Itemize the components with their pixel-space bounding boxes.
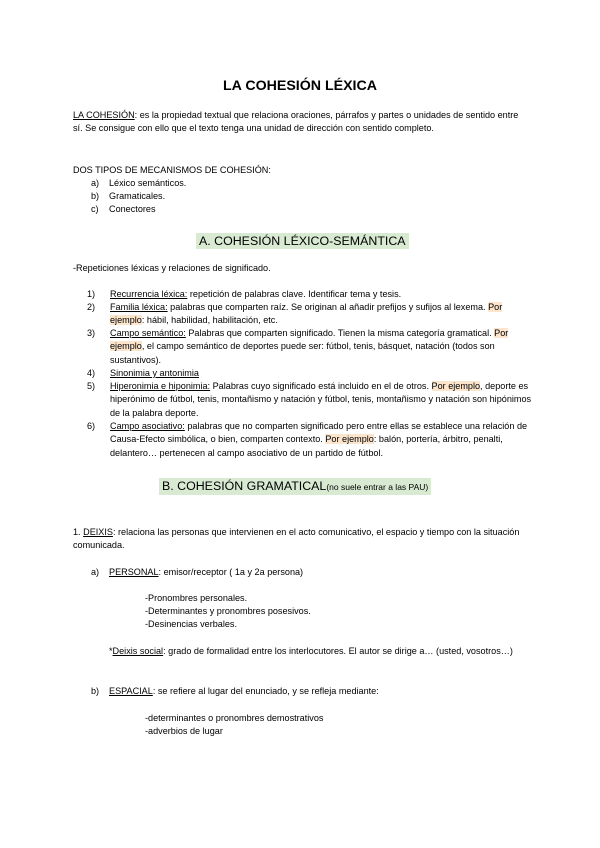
mechanism-marker: b) [91, 191, 100, 201]
deixis-social-note [109, 645, 519, 658]
deixis-term: DEIXIS [83, 527, 113, 537]
list-item [87, 288, 537, 301]
espacial-marker: b) [91, 686, 100, 696]
note-prefix: * [109, 646, 113, 656]
mechanism-text: Léxico semánticos. [109, 178, 187, 188]
item-text: Palabras que comparten significado. Tienen la misma categoría gramatical. [185, 328, 495, 338]
personal-list-item: -Desinencias verbales. [145, 619, 237, 629]
espacial-list-item: -determinantes o pronombres demostrativos [145, 713, 324, 723]
mechanism-marker: c) [91, 204, 99, 214]
deixis-number: 1. [73, 527, 84, 537]
section-b-title: B. COHESIÓN GRAMATICAL [162, 479, 327, 493]
list-item [87, 367, 537, 380]
espacial-text: : se refiere al lugar del enunciado, y se refleja mediante: [152, 686, 379, 696]
item-text: Palabras cuyo significado está incluido en el de otros. [210, 381, 432, 391]
section-b-note: (no suele entrar a las PAU) [326, 482, 429, 492]
list-item [87, 301, 537, 328]
item-marker: 6) [87, 421, 96, 431]
item-term: Familia léxica: [110, 302, 168, 312]
mechanism-item [91, 190, 166, 203]
personal-marker: a) [91, 567, 100, 577]
item-marker: 4) [87, 368, 96, 378]
example-highlight: Por ejemplo [431, 381, 481, 391]
deixis-text: : relaciona las personas que intervienen en el acto comunicativo, el espacio y tiempo con la situación comunicada. [73, 527, 520, 551]
item-text: palabras que comparten raíz. Se originan al añadir prefijos y sufijos al lexema. [167, 302, 489, 312]
item-text-after: , el campo semántico de deportes puede ser: fútbol, tenis, básquet, natación (todos son sustantivos). [110, 341, 495, 365]
example-highlight: Por ejemplo [110, 302, 503, 326]
item-text-after: : balón, portería, árbitro, penalti, delantero… pertenecen al campo asociativo de un partido de fútbol. [110, 434, 503, 458]
item-marker: 1) [87, 289, 96, 299]
item-term: Campo asociativo: [110, 421, 185, 431]
intro-text: : es la propiedad textual que relaciona oraciones, párrafos y partes o unidades de sentido entre sí. Se consigue con ello que el texto tenga una unidad de dirección con sentido completo. [73, 110, 519, 134]
note-text: : grado de formalidad entre los interlocutores. El autor se dirige a… (usted, vosotros…) [163, 646, 513, 656]
personal-list-item: -Pronombres personales. [145, 593, 248, 603]
mechanism-text: Gramaticales. [109, 191, 166, 201]
personal-term: PERSONAL [109, 567, 159, 577]
page-title: LA COHESIÓN LÉXICA [223, 78, 377, 94]
mechanism-marker: a) [91, 178, 100, 188]
list-item [87, 327, 537, 367]
item-marker: 3) [87, 328, 96, 338]
mechanism-text: Conectores [109, 204, 156, 214]
note-term: Deixis social [112, 646, 164, 656]
example-highlight: Por ejemplo [325, 434, 374, 445]
item-marker: 2) [87, 302, 96, 312]
espacial-item [91, 685, 511, 698]
mechanism-item [91, 177, 187, 190]
espacial-term: ESPACIAL [109, 686, 153, 696]
item-term: Sinonimia y antonimia [110, 368, 199, 378]
item-marker: 5) [87, 381, 96, 391]
section-b-heading [159, 478, 431, 495]
mechanism-item [91, 203, 156, 216]
deixis-paragraph [73, 526, 535, 553]
personal-item [91, 566, 511, 579]
item-text: palabras que no comparten significado pero entre ellas se establece una relación de Causa-Efecto simbólica, o bien, comparten contexto. [110, 421, 528, 445]
item-text-after: , deporte es hiperónimo de fútbol, tenis, montañismo y natación y fútbol, tenis, montañismo y natación son hipónimos de la palabra deporte. [110, 381, 532, 418]
intro-paragraph [73, 109, 523, 136]
list-item [87, 420, 537, 460]
mechanisms-heading: DOS TIPOS DE MECANISMOS DE COHESIÓN: [73, 165, 271, 175]
item-term: Campo semántico: [110, 328, 186, 338]
item-text-after: : hábil, habilidad, habilitación, etc. [141, 315, 278, 326]
intro-term: LA COHESIÓN [73, 110, 135, 120]
section-a-intro: -Repeticiones léxicas y relaciones de significado. [73, 263, 271, 273]
personal-text: : emisor/receptor ( 1a y 2a persona) [158, 567, 304, 577]
example-highlight: Por ejemplo [110, 328, 509, 352]
section-a-heading: A. COHESIÓN LÉXICO-SEMÁNTICA [196, 233, 409, 249]
item-text: repetición de palabras clave. Identificar tema y tesis. [187, 289, 402, 299]
personal-list-item: -Determinantes y pronombres posesivos. [145, 606, 311, 616]
item-term: Recurrencia léxica: [110, 289, 188, 299]
espacial-list-item: -adverbios de lugar [145, 726, 223, 736]
item-term: Hiperonimia e hiponimia: [110, 381, 211, 391]
list-item [87, 380, 537, 420]
